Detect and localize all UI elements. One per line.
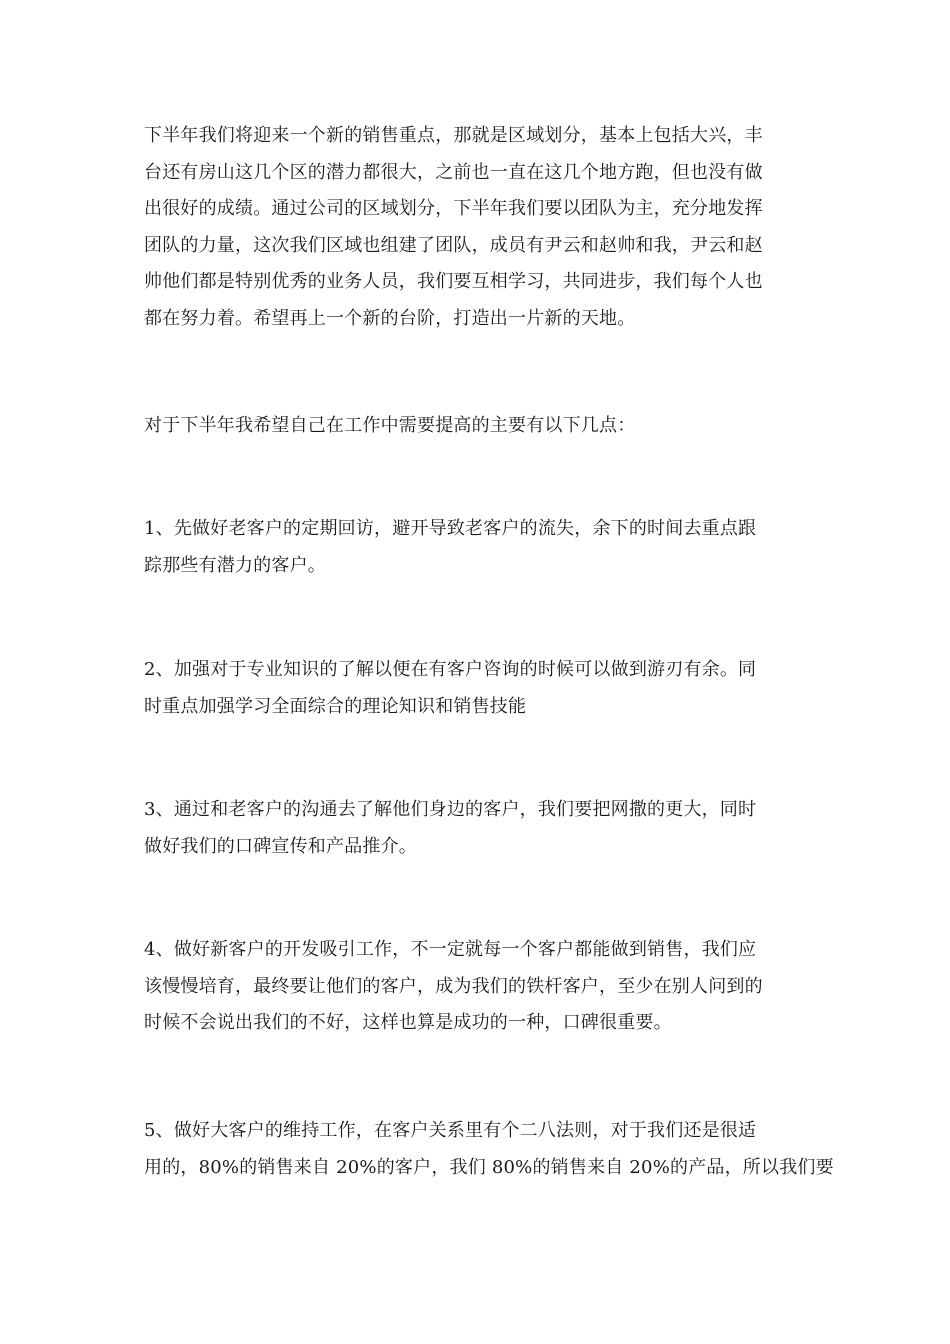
paragraph-line: 帅他们都是特别优秀的业务人员，我们要互相学习，共同进步，我们每个人也 [144, 271, 763, 293]
paragraph-improvement-intro [144, 408, 809, 445]
list-item-1 [144, 511, 809, 584]
paragraph-line: 2、加强对于专业知识的了解以便在有客户咨询的时候可以做到游刃有余。同 [144, 659, 757, 680]
paragraph-line: 5、做好大客户的维持工作，在客户关系里有个二八法则，对于我们还是很适 [144, 1120, 757, 1141]
list-item-4 [144, 932, 809, 1042]
paragraph-line: 出很好的成绩。通过公司的区域划分，下半年我们要以团队为主，充分地发挥 [144, 198, 763, 220]
paragraph-line: 台还有房山这几个区的潜力都很大，之前也一直在这几个地方跑，但也没有做 [144, 161, 763, 183]
list-item-3 [144, 792, 809, 865]
list-item-5 [144, 1113, 834, 1186]
paragraph-line: 团队的力量，这次我们区域也组建了团队，成员有尹云和赵帅和我，尹云和赵 [144, 234, 763, 256]
paragraph-line: 该慢慢培育，最终要让他们的客户，成为我们的铁杆客户，至少在别人问到的 [144, 975, 763, 997]
list-item-2 [144, 652, 809, 725]
paragraph-line: 踪那些有潜力的客户。 [144, 554, 326, 576]
paragraph-line: 用的，80%的销售来自 20%的客户，我们 80%的销售来自 20%的产品，所以我们要 [144, 1156, 834, 1178]
paragraph-line: 1、先做好老客户的定期回访，避开导致老客户的流失，余下的时间去重点跟 [144, 518, 757, 539]
paragraph-line: 都在努力着。希望再上一个新的台阶，打造出一片新的天地。 [144, 307, 636, 329]
paragraph-line: 4、做好新客户的开发吸引工作，不一定就每一个客户都能做到销售，我们应 [144, 939, 757, 960]
paragraph-line: 做好我们的口碑宣传和产品推介。 [144, 835, 417, 857]
paragraph-sales-focus [144, 118, 809, 338]
paragraph-line: 时候不会说出我们的不好，这样也算是成功的一种，口碑很重要。 [144, 1012, 672, 1034]
paragraph-line: 对于下半年我希望自己在工作中需要提高的主要有以下几点： [144, 415, 636, 436]
paragraph-line: 下半年我们将迎来一个新的销售重点，那就是区域划分，基本上包括大兴，丰 [144, 125, 763, 146]
paragraph-line: 3、通过和老客户的沟通去了解他们身边的客户，我们要把网撒的更大，同时 [144, 799, 757, 820]
paragraph-line: 时重点加强学习全面综合的理论知识和销售技能 [144, 695, 527, 717]
